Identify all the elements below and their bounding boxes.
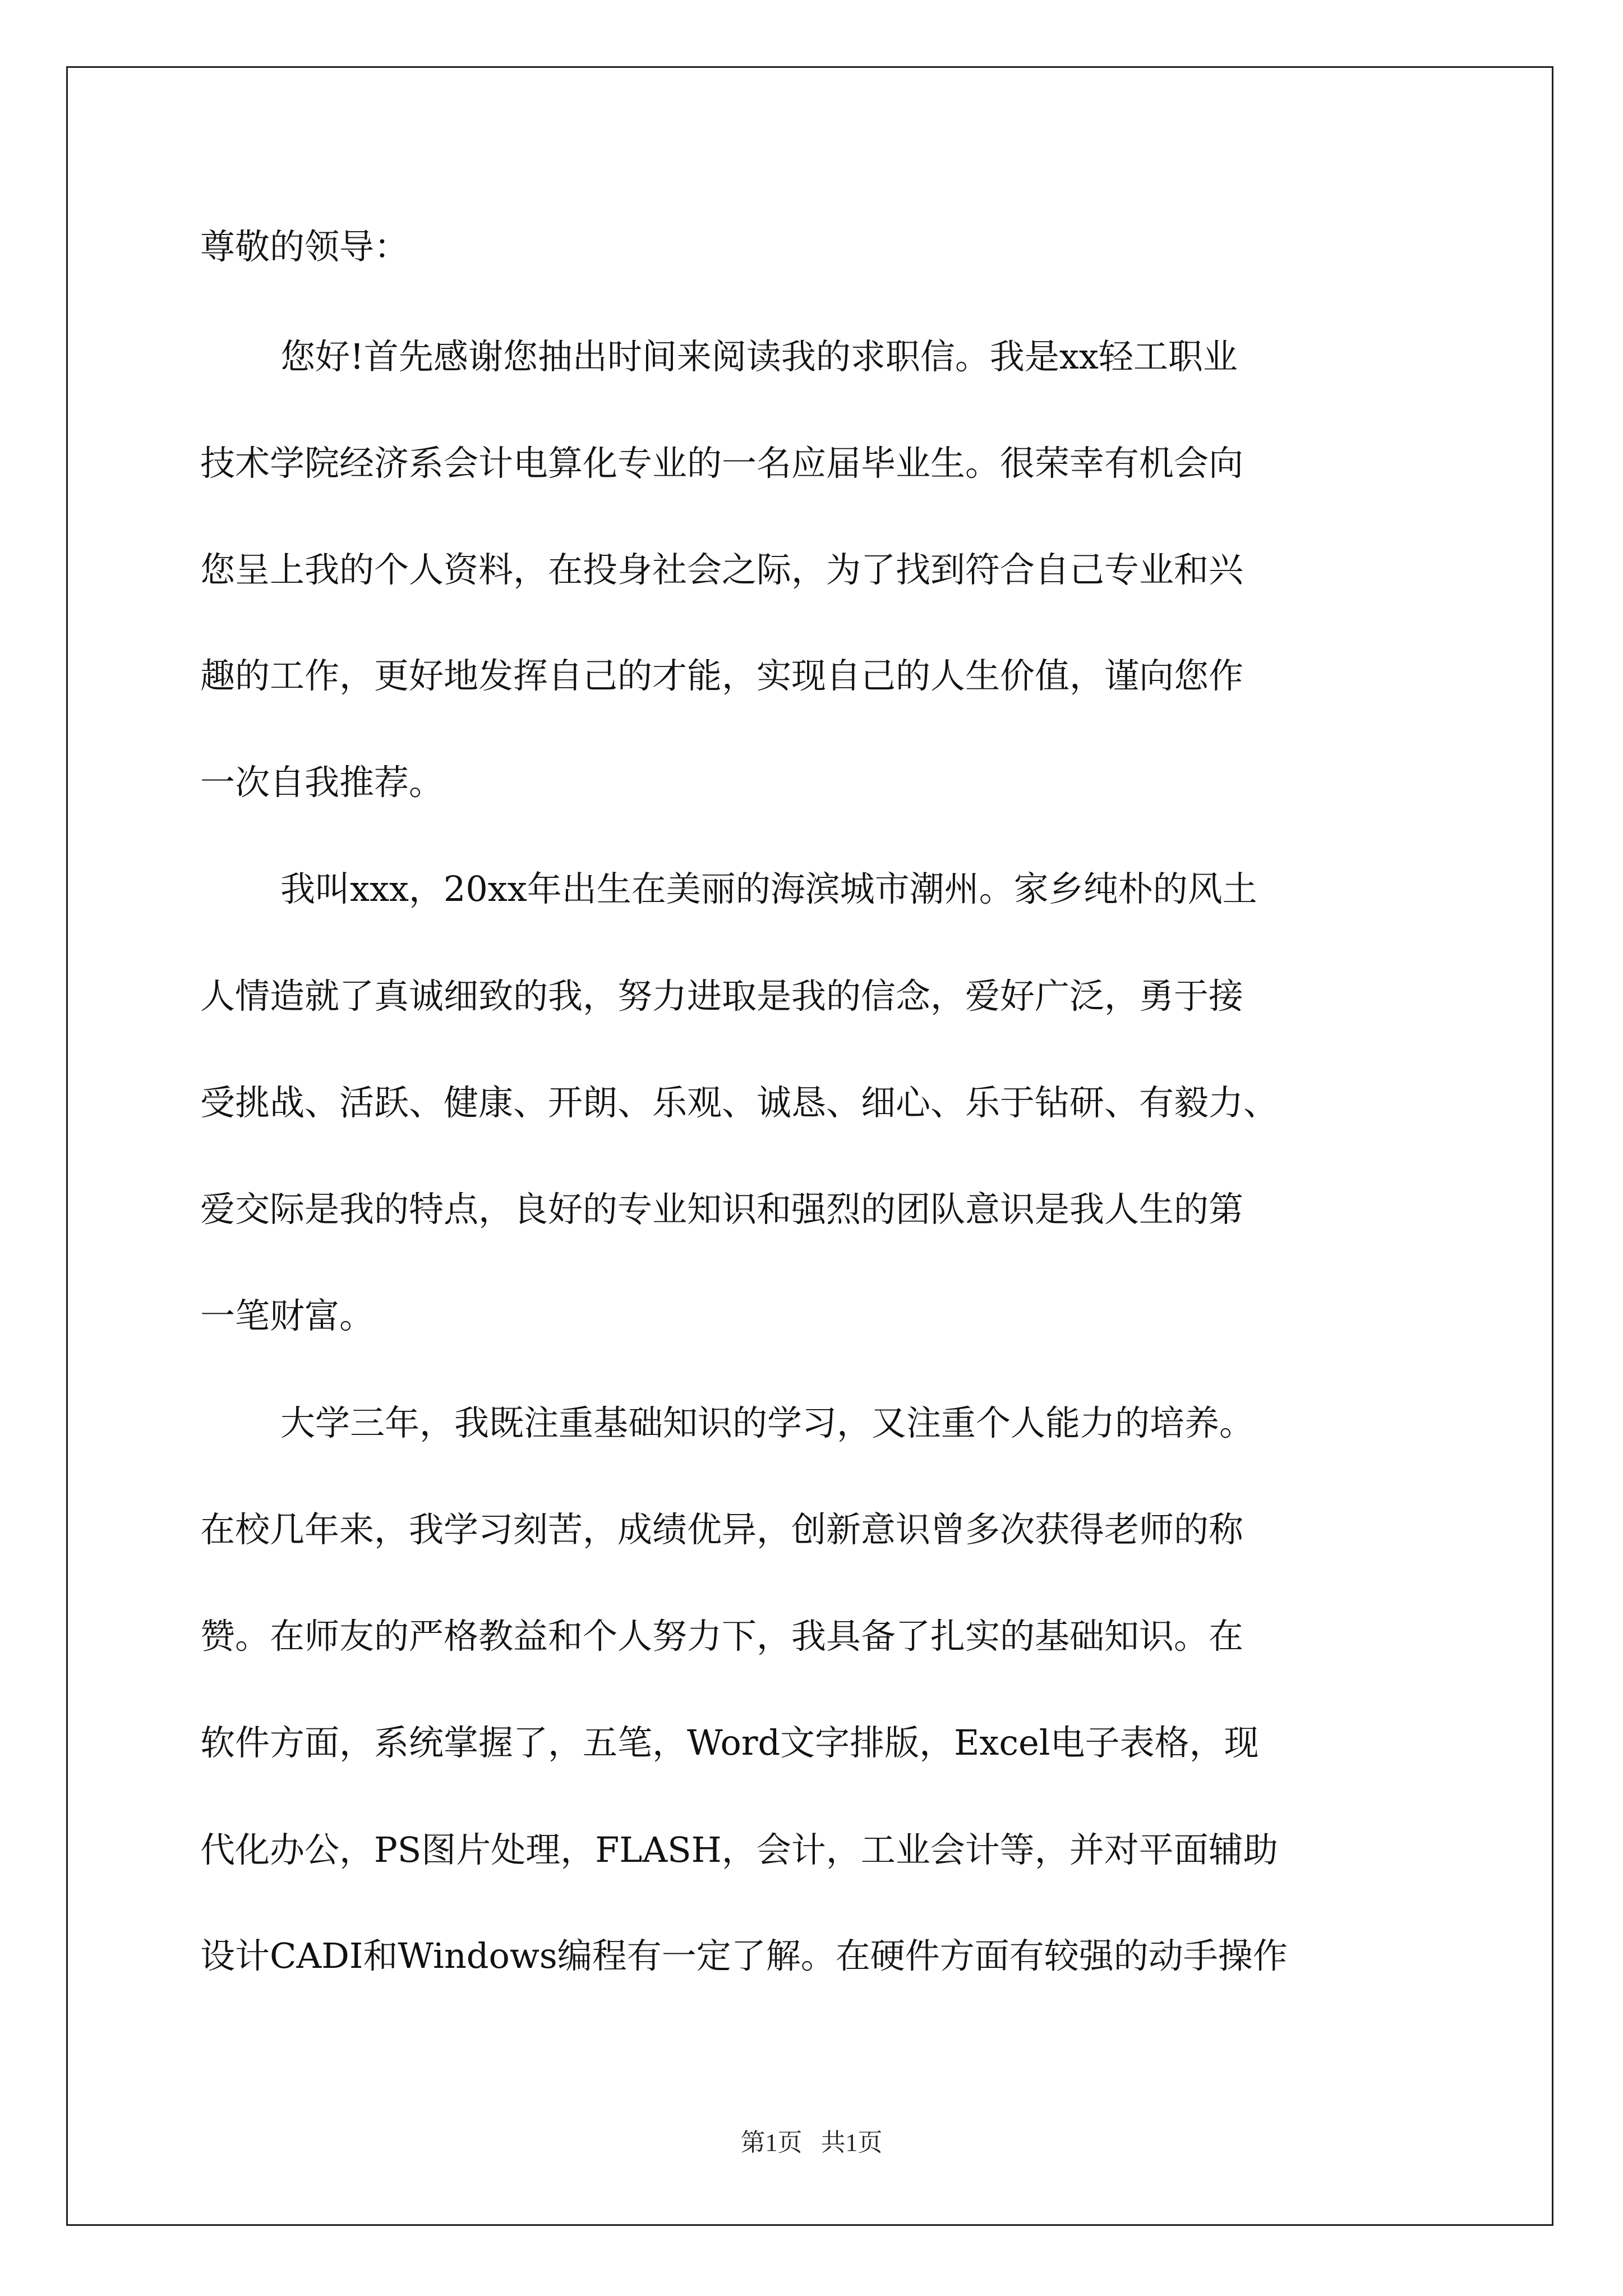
paragraph-1-line-3: 您呈上我的个人资料，在投身社会之际，为了找到符合自己专业和兴: [200, 549, 1244, 590]
paragraph-2-line-4: 爱交际是我的特点，良好的专业知识和强烈的团队意识是我人生的第: [200, 1189, 1244, 1230]
paragraph-1-line-1: 您好!首先感谢您抽出时间来阅读我的求职信。我是xx轻工职业: [280, 336, 1238, 377]
paragraph-1-line-4: 趣的工作，更好地发挥自己的才能，实现自己的人生价值，谨向您作: [200, 655, 1244, 696]
paragraph-2-line-1: 我叫xxx，20xx年出生在美丽的海滨城市潮州。家乡纯朴的风土: [280, 868, 1257, 909]
page-border: [66, 66, 1553, 2226]
paragraph-3-line-6: 设计CADI和Windows编程有一定了解。在硬件方面有较强的动手操作: [200, 1935, 1288, 1976]
paragraph-1-line-5: 一次自我推荐。: [200, 762, 444, 803]
paragraph-3-line-1: 大学三年，我既注重基础知识的学习，又注重个人能力的培养。: [280, 1402, 1255, 1443]
salutation: 尊敬的领导：: [200, 226, 409, 267]
paragraph-1-line-2: 技术学院经济系会计电算化专业的一名应届毕业生。很荣幸有机会向: [200, 443, 1244, 484]
paragraph-2-line-5: 一笔财富。: [200, 1295, 375, 1336]
paragraph-3-line-5: 代化办公，PS图片处理，FLASH，会计，工业会计等，并对平面辅助: [200, 1829, 1278, 1870]
page-number-footer: 第1页 共1页: [740, 2129, 883, 2156]
paragraph-3-line-2: 在校几年来，我学习刻苦，成绩优异，创新意识曾多次获得老师的称: [200, 1509, 1244, 1550]
paragraph-2-line-3: 受挑战、活跃、健康、开朗、乐观、诚恳、细心、乐于钻研、有毅力、: [200, 1082, 1279, 1123]
paragraph-3-line-3: 赞。在师友的严格教益和个人努力下，我具备了扎实的基础知识。在: [200, 1616, 1244, 1657]
paragraph-3-line-4: 软件方面，系统掌握了，五笔，Word文字排版，Excel电子表格，现: [200, 1722, 1259, 1763]
paragraph-2-line-2: 人情造就了真诚细致的我，努力进取是我的信念，爱好广泛，勇于接: [200, 976, 1244, 1016]
